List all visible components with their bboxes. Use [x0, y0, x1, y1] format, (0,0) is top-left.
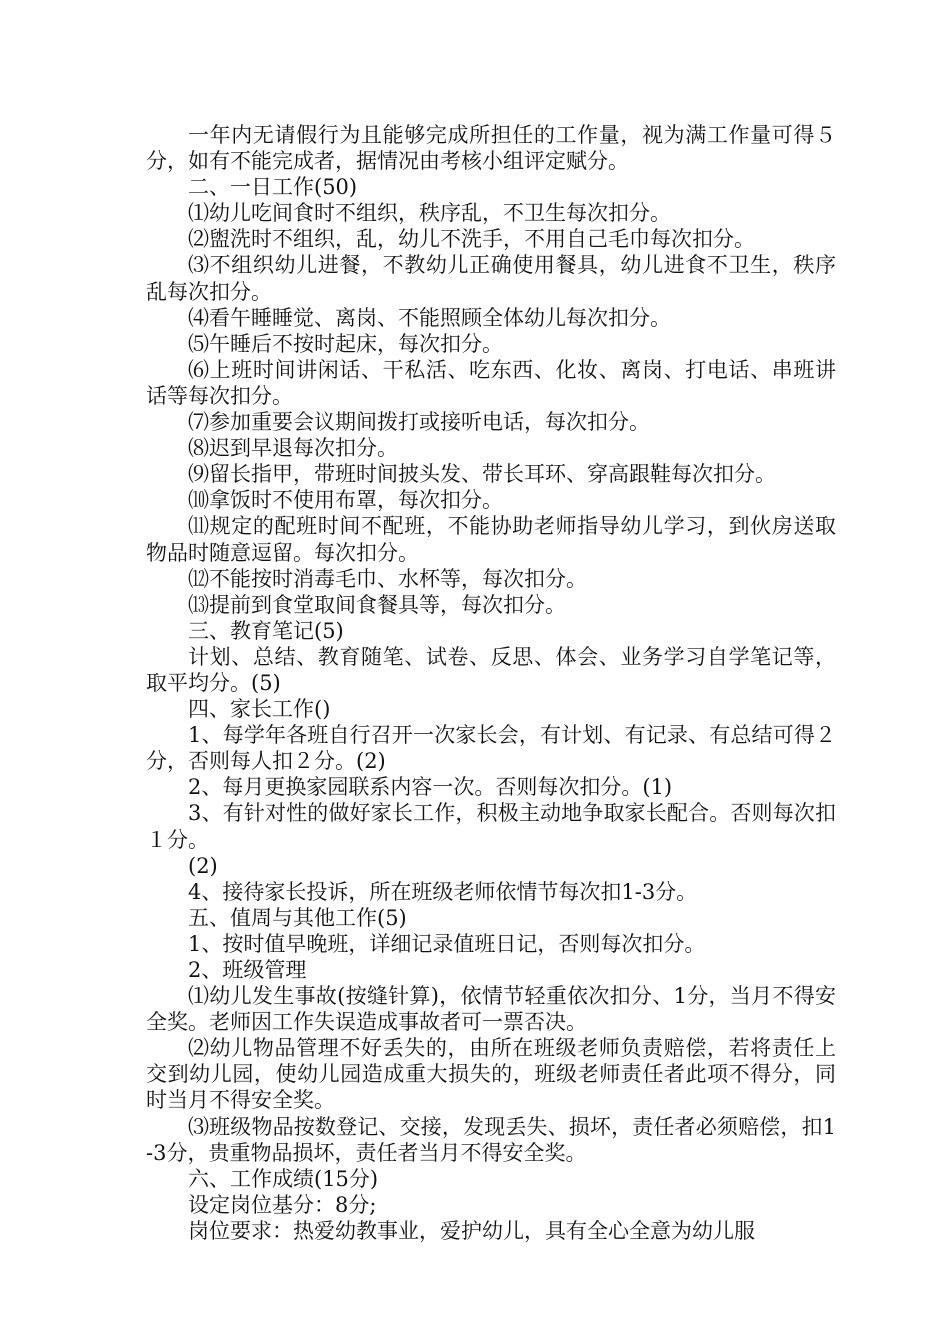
section-heading: 五、值周与其他工作(5) [188, 905, 407, 930]
paragraph: ⑹上班时间讲闲话、干私活、吃东西、化妆、离岗、打电话、串班讲话等每次扣分。 [146, 357, 836, 408]
paragraph: 2、班级管理 [188, 958, 307, 982]
paragraph: 1、按时值早晚班，详细记录值班日记，否则每次扣分。 [188, 931, 706, 956]
paragraph: ⑶班级物品按数登记、交接，发现丢失、损坏，责任者必须赔偿，扣1-3分，贵重物品损坏，责任者当月不得安全奖。 [146, 1114, 836, 1165]
paragraph: 2、每月更换家园联系内容一次。否则每次扣分。(1) [188, 775, 673, 800]
paragraph: ⑿不能按时消毒毛巾、水杯等，每次扣分。 [188, 566, 587, 591]
section-heading: 二、一日工作(50) [188, 175, 358, 200]
section-heading: 四、家长工作() [188, 697, 331, 722]
paragraph: ⑶不组织幼儿进餐，不教幼儿正确使用餐具，幼儿进食不卫生，秩序乱每次扣分。 [146, 253, 836, 304]
paragraph: ⑻迟到早退每次扣分。 [188, 436, 398, 461]
paragraph: ⑴幼儿发生事故(按缝针算)，依情节轻重依次扣分、1分，当月不得安全奖。老师因工作失误造成事故者可一票否决。 [146, 984, 836, 1035]
paragraph: ⑴幼儿吃间食时不组织，秩序乱，不卫生每次扣分。 [188, 201, 671, 226]
paragraph: ⑵盥洗时不组织，乱，幼儿不洗手，不用自己毛巾每次扣分。 [188, 227, 755, 252]
paragraph: 岗位要求：热爱幼教事业，爱护幼儿，具有全心全意为幼儿服 [188, 1218, 755, 1243]
paragraph: ⒀提前到食堂取间食餐具等，每次扣分。 [188, 592, 566, 617]
paragraph: 一年内无请假行为且能够完成所担任的工作量，视为满工作量可得５分，如有不能完成者，据情况由考核小组评定赋分。 [146, 123, 836, 174]
paragraph: ⑼留长指甲，带班时间披头发、带长耳环、穿高跟鞋每次扣分。 [188, 462, 776, 487]
paragraph: (2) [188, 853, 218, 878]
paragraph: 1、每学年各班自行召开一次家长会，有计划、有记录、有总结可得２分，否则每人扣２分。(2) [146, 723, 836, 774]
paragraph: 计划、总结、教育随笔、试卷、反思、体会、业务学习自学笔记等，取平均分。(5) [146, 644, 836, 695]
document-body [146, 122, 836, 1244]
paragraph: ⑺参加重要会议期间拨打或接听电话，每次扣分。 [188, 410, 650, 435]
paragraph: 设定岗位基分：8分; [188, 1192, 377, 1217]
paragraph: 4、接待家长投诉，所在班级老师依情节每次扣1-3分。 [188, 879, 698, 904]
paragraph: ⑵幼儿物品管理不好丢失的，由所在班级老师负责赔偿，若将责任上交到幼儿园，使幼儿园造成重大损失的，班级老师责任者此项不得分，同时当月不得安全奖。 [146, 1036, 836, 1113]
paragraph: ⑽拿饭时不使用布罩，每次扣分。 [188, 488, 503, 513]
paragraph: 3、有针对性的做好家长工作，积极主动地争取家长配合。否则每次扣１分。 [146, 801, 836, 852]
section-heading: 三、教育笔记(5) [188, 618, 344, 643]
paragraph: ⑷看午睡睡觉、离岗、不能照顾全体幼儿每次扣分。 [188, 305, 671, 330]
paragraph: ⑸午睡后不按时起床，每次扣分。 [188, 331, 503, 356]
paragraph: ⑾规定的配班时间不配班，不能协助老师指导幼儿学习，到伙房送取物品时随意逗留。每次扣分。 [146, 514, 836, 565]
section-heading: 六、工作成绩(15分) [188, 1166, 379, 1191]
